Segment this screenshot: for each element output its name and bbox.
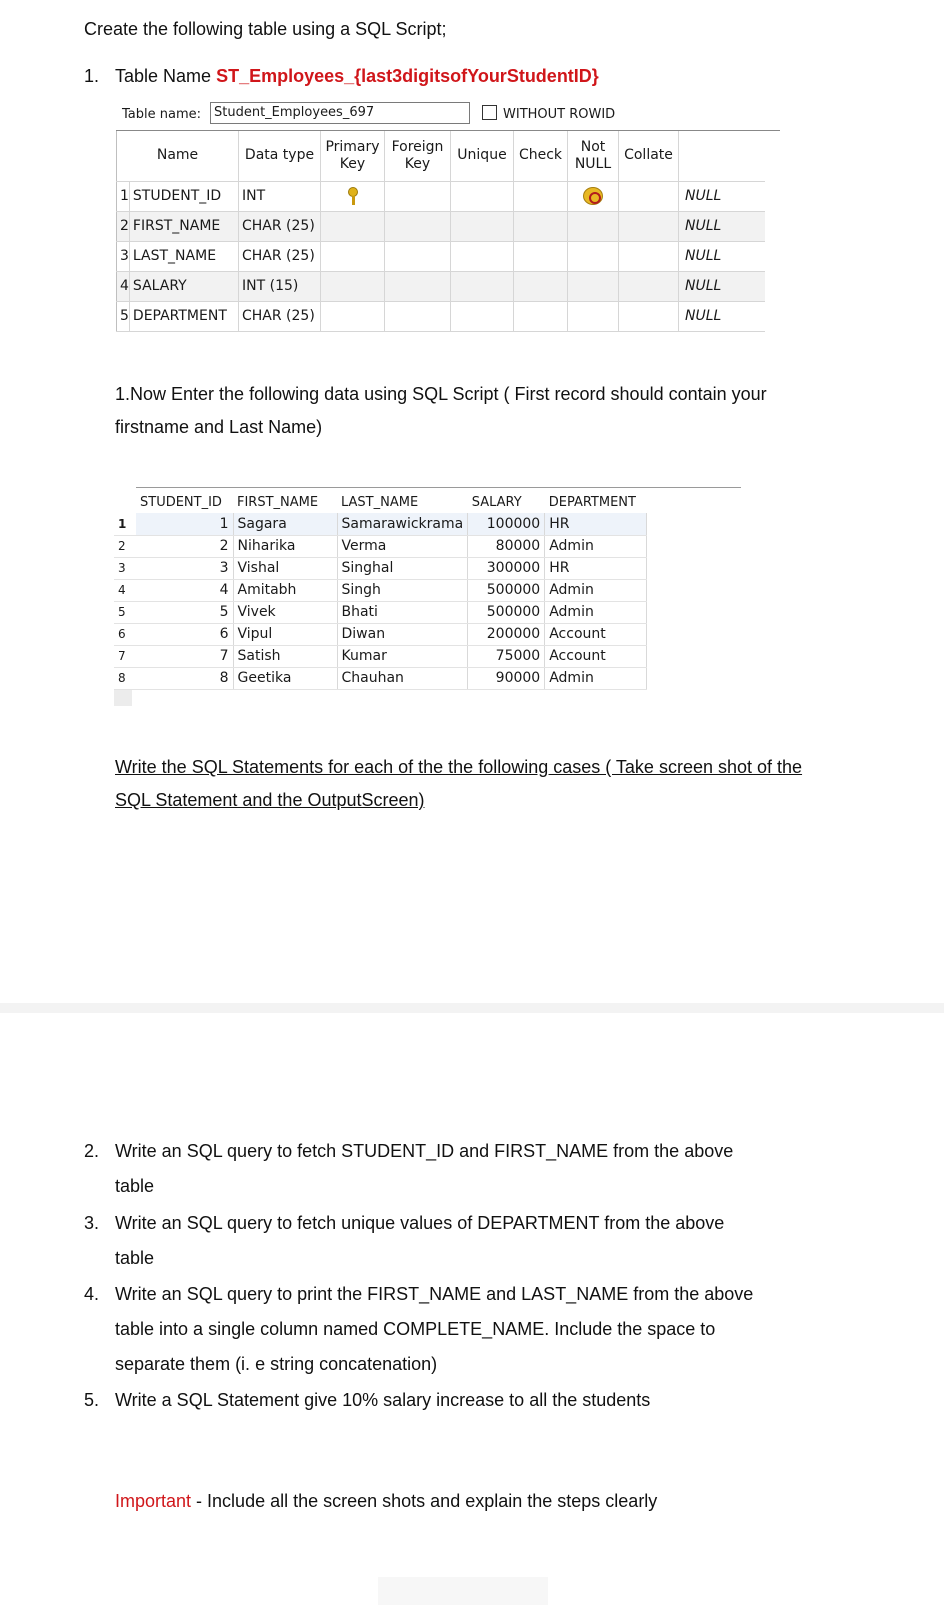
row-index: 3 (114, 557, 136, 579)
cell-salary[interactable]: 200000 (468, 623, 545, 645)
column-name[interactable]: STUDENT_ID (129, 181, 238, 211)
table-row[interactable] (114, 601, 647, 623)
task1-heading (115, 65, 599, 87)
cell-salary[interactable]: 500000 (468, 579, 545, 601)
cell-salary[interactable]: 500000 (468, 601, 545, 623)
header-foreign-key-line1: Foreign (391, 138, 444, 155)
cell-student-id[interactable]: 3 (136, 557, 233, 579)
not-null-cell[interactable] (568, 301, 619, 331)
row-index: 6 (114, 623, 136, 645)
cell-student-id[interactable]: 2 (136, 535, 233, 557)
header-primary-key-line1: Primary (325, 138, 380, 155)
row-number: 2 (117, 211, 130, 241)
default-value[interactable]: NULL (679, 241, 765, 271)
foreign-key-cell[interactable] (385, 211, 451, 241)
cell-department[interactable]: HR (545, 513, 647, 535)
column-row[interactable] (117, 271, 765, 301)
column-name[interactable]: DEPARTMENT (129, 301, 238, 331)
header-not-null-line1: Not (580, 138, 606, 155)
default-value[interactable]: NULL (679, 211, 765, 241)
row-index: 7 (114, 645, 136, 667)
write-sql-line1: Write the SQL Statements for each of the the following cases ( Take screen shot of the (115, 757, 803, 777)
task1-label: Table Name (115, 66, 217, 86)
cell-first-name[interactable]: Amitabh (233, 579, 337, 601)
cell-department[interactable]: HR (545, 557, 647, 579)
cell-department[interactable]: Admin (545, 667, 647, 689)
header-collate[interactable]: Collate (619, 131, 679, 181)
columns-table (116, 131, 765, 332)
question-text-line2: table (115, 1176, 155, 1196)
cell-last-name[interactable]: Samarawickrama (337, 513, 468, 535)
write-sql-line2: SQL Statement and the OutputScreen) (115, 790, 425, 810)
column-type[interactable]: CHAR (25) (239, 241, 321, 271)
grid-header-last-name[interactable]: LAST_NAME (341, 494, 419, 510)
question-text-line2: table (115, 1248, 155, 1268)
check-cell[interactable] (514, 301, 568, 331)
row-index: 1 (114, 513, 136, 535)
question-text-line3: separate them (i. e string concatenation) (115, 1354, 438, 1374)
table-name-input[interactable]: Student_Employees_697 (210, 102, 470, 124)
cell-salary[interactable]: 100000 (468, 513, 545, 535)
primary-key-cell[interactable] (321, 301, 385, 331)
cell-first-name[interactable]: Niharika (233, 535, 337, 557)
header-foreign-key[interactable] (385, 131, 451, 181)
question-number: 4. (84, 1284, 100, 1304)
row-index: 4 (114, 579, 136, 601)
unique-cell[interactable] (451, 181, 514, 211)
not-null-cell[interactable] (568, 271, 619, 301)
foreign-key-cell[interactable] (385, 271, 451, 301)
column-row[interactable] (117, 301, 765, 331)
header-name[interactable]: Name (117, 131, 239, 181)
row-number: 1 (117, 181, 130, 211)
row-number: 3 (117, 241, 130, 271)
cell-first-name[interactable]: Vishal (233, 557, 337, 579)
row-number: 5 (117, 301, 130, 331)
cell-student-id[interactable]: 7 (136, 645, 233, 667)
header-primary-key-line2: Key (339, 155, 366, 172)
column-name[interactable]: SALARY (129, 271, 238, 301)
cell-first-name[interactable]: Vipul (233, 623, 337, 645)
column-row[interactable] (117, 241, 765, 271)
collate-cell[interactable] (619, 181, 679, 211)
header-default (679, 131, 765, 181)
question-number: 2. (84, 1141, 100, 1161)
not-null-icon (583, 187, 603, 205)
page-divider (0, 1003, 944, 1013)
check-cell[interactable] (514, 241, 568, 271)
check-cell[interactable] (514, 271, 568, 301)
cell-department[interactable]: Admin (545, 579, 647, 601)
question-number: 5. (84, 1390, 100, 1410)
question-number: 3. (84, 1213, 100, 1233)
important-note (115, 1490, 657, 1512)
table-row[interactable] (114, 535, 647, 557)
task1-table-name: ST_Employees_{last3digitsofYourStudentID} (216, 66, 599, 86)
foreign-key-cell[interactable] (385, 241, 451, 271)
collate-cell[interactable] (619, 301, 679, 331)
default-value[interactable]: NULL (679, 181, 765, 211)
without-rowid-label: WITHOUT ROWID (503, 107, 616, 122)
table-row[interactable] (114, 557, 647, 579)
row-number: 4 (117, 271, 130, 301)
cell-salary[interactable]: 300000 (468, 557, 545, 579)
question-text-line1: Write a SQL Statement give 10% salary increase to all the students (115, 1390, 651, 1410)
foreign-key-cell[interactable] (385, 301, 451, 331)
header-primary-key[interactable] (321, 131, 385, 181)
table-row[interactable] (114, 645, 647, 667)
collate-cell[interactable] (619, 271, 679, 301)
not-null-cell[interactable] (568, 241, 619, 271)
column-type[interactable]: CHAR (25) (239, 211, 321, 241)
grid-header-first-name[interactable]: FIRST_NAME (237, 494, 319, 510)
table-designer-screenshot (116, 100, 780, 346)
cell-first-name[interactable]: Sagara (233, 513, 337, 535)
row-index: 5 (114, 601, 136, 623)
header-not-null[interactable] (568, 131, 619, 181)
column-row[interactable] (117, 211, 765, 241)
grid-divider (136, 487, 741, 488)
header-unique[interactable]: Unique (451, 131, 514, 181)
unique-cell[interactable] (451, 301, 514, 331)
important-text: - Include all the screen shots and explain the steps clearly (191, 1491, 658, 1511)
header-check[interactable]: Check (514, 131, 568, 181)
collate-cell[interactable] (619, 241, 679, 271)
header-not-null-line2: NULL (574, 155, 612, 172)
cell-first-name[interactable]: Geetika (233, 667, 337, 689)
grid-header-student-id[interactable]: STUDENT_ID (140, 494, 222, 510)
table-row[interactable] (114, 513, 647, 535)
column-type[interactable]: INT (15) (239, 271, 321, 301)
column-row[interactable] (117, 181, 765, 211)
default-value[interactable]: NULL (679, 301, 765, 331)
data-grid-screenshot (114, 480, 734, 710)
question-text-line1: Write an SQL query to print the FIRST_NAME and LAST_NAME from the above (115, 1284, 754, 1304)
cell-department[interactable]: Account (545, 645, 647, 667)
row-index: 2 (114, 535, 136, 557)
not-null-cell[interactable] (568, 181, 619, 211)
row-index: 8 (114, 667, 136, 689)
cell-department[interactable]: Admin (545, 601, 647, 623)
cell-student-id[interactable]: 5 (136, 601, 233, 623)
cell-salary[interactable]: 90000 (468, 667, 545, 689)
cell-student-id[interactable]: 6 (136, 623, 233, 645)
cell-first-name[interactable]: Satish (233, 645, 337, 667)
cell-last-name[interactable]: Singhal (337, 557, 468, 579)
header-foreign-key-line2: Key (404, 155, 431, 172)
enter-data-line2: firstname and Last Name) (115, 417, 323, 437)
table-row[interactable] (114, 667, 647, 689)
cell-last-name[interactable]: Chauhan (337, 667, 468, 689)
grid-header-index (114, 491, 136, 513)
question-text-line1: Write an SQL query to fetch unique values of DEPARTMENT from the above (115, 1213, 725, 1233)
column-type[interactable]: CHAR (25) (239, 301, 321, 331)
column-type[interactable]: INT (239, 181, 321, 211)
important-label: Important (115, 1491, 192, 1511)
key-icon (348, 187, 358, 205)
cell-last-name[interactable]: Bhati (337, 601, 468, 623)
employees-data-grid (114, 491, 647, 690)
cell-first-name[interactable]: Vivek (233, 601, 337, 623)
intro-text: Create the following table using a SQL Script; (84, 19, 447, 39)
cell-last-name[interactable]: Diwan (337, 623, 468, 645)
table-name-label: Table name: (122, 107, 201, 122)
unique-cell[interactable] (451, 241, 514, 271)
without-rowid-checkbox[interactable] (482, 105, 497, 120)
unique-cell[interactable] (451, 271, 514, 301)
default-value[interactable]: NULL (679, 271, 765, 301)
cell-student-id[interactable]: 4 (136, 579, 233, 601)
question-text-line1: Write an SQL query to fetch STUDENT_ID and FIRST_NAME from the above (115, 1141, 734, 1161)
column-name[interactable]: FIRST_NAME (129, 211, 238, 241)
cell-salary[interactable]: 80000 (468, 535, 545, 557)
cell-last-name[interactable]: Kumar (337, 645, 468, 667)
not-null-cell[interactable] (568, 211, 619, 241)
primary-key-cell[interactable] (321, 241, 385, 271)
grid-new-row-stub[interactable] (114, 690, 132, 706)
grid-header-salary[interactable]: SALARY (471, 494, 522, 510)
primary-key-cell[interactable] (321, 211, 385, 241)
header-data-type[interactable]: Data type (239, 131, 321, 181)
primary-key-cell[interactable] (321, 181, 385, 211)
foreign-key-cell[interactable] (385, 181, 451, 211)
table-row[interactable] (114, 623, 647, 645)
question-text-line2: table into a single column named COMPLETE_NAME. Include the space to (115, 1319, 716, 1339)
unique-cell[interactable] (451, 211, 514, 241)
cell-student-id[interactable]: 8 (136, 667, 233, 689)
enter-data-line1: 1.Now Enter the following data using SQL Script ( First record should contain your (115, 384, 767, 404)
cell-department[interactable]: Account (545, 623, 647, 645)
collate-cell[interactable] (619, 211, 679, 241)
table-row[interactable] (114, 579, 647, 601)
check-cell[interactable] (514, 211, 568, 241)
grid-header-department[interactable]: DEPARTMENT (548, 494, 636, 510)
cell-last-name[interactable]: Singh (337, 579, 468, 601)
cell-department[interactable]: Admin (545, 535, 647, 557)
check-cell[interactable] (514, 181, 568, 211)
primary-key-cell[interactable] (321, 271, 385, 301)
cell-student-id[interactable]: 1 (136, 513, 233, 535)
task1-number: 1. (84, 66, 100, 86)
cell-last-name[interactable]: Verma (337, 535, 468, 557)
cell-salary[interactable]: 75000 (468, 645, 545, 667)
column-name[interactable]: LAST_NAME (129, 241, 238, 271)
faint-artifact (378, 1577, 548, 1605)
